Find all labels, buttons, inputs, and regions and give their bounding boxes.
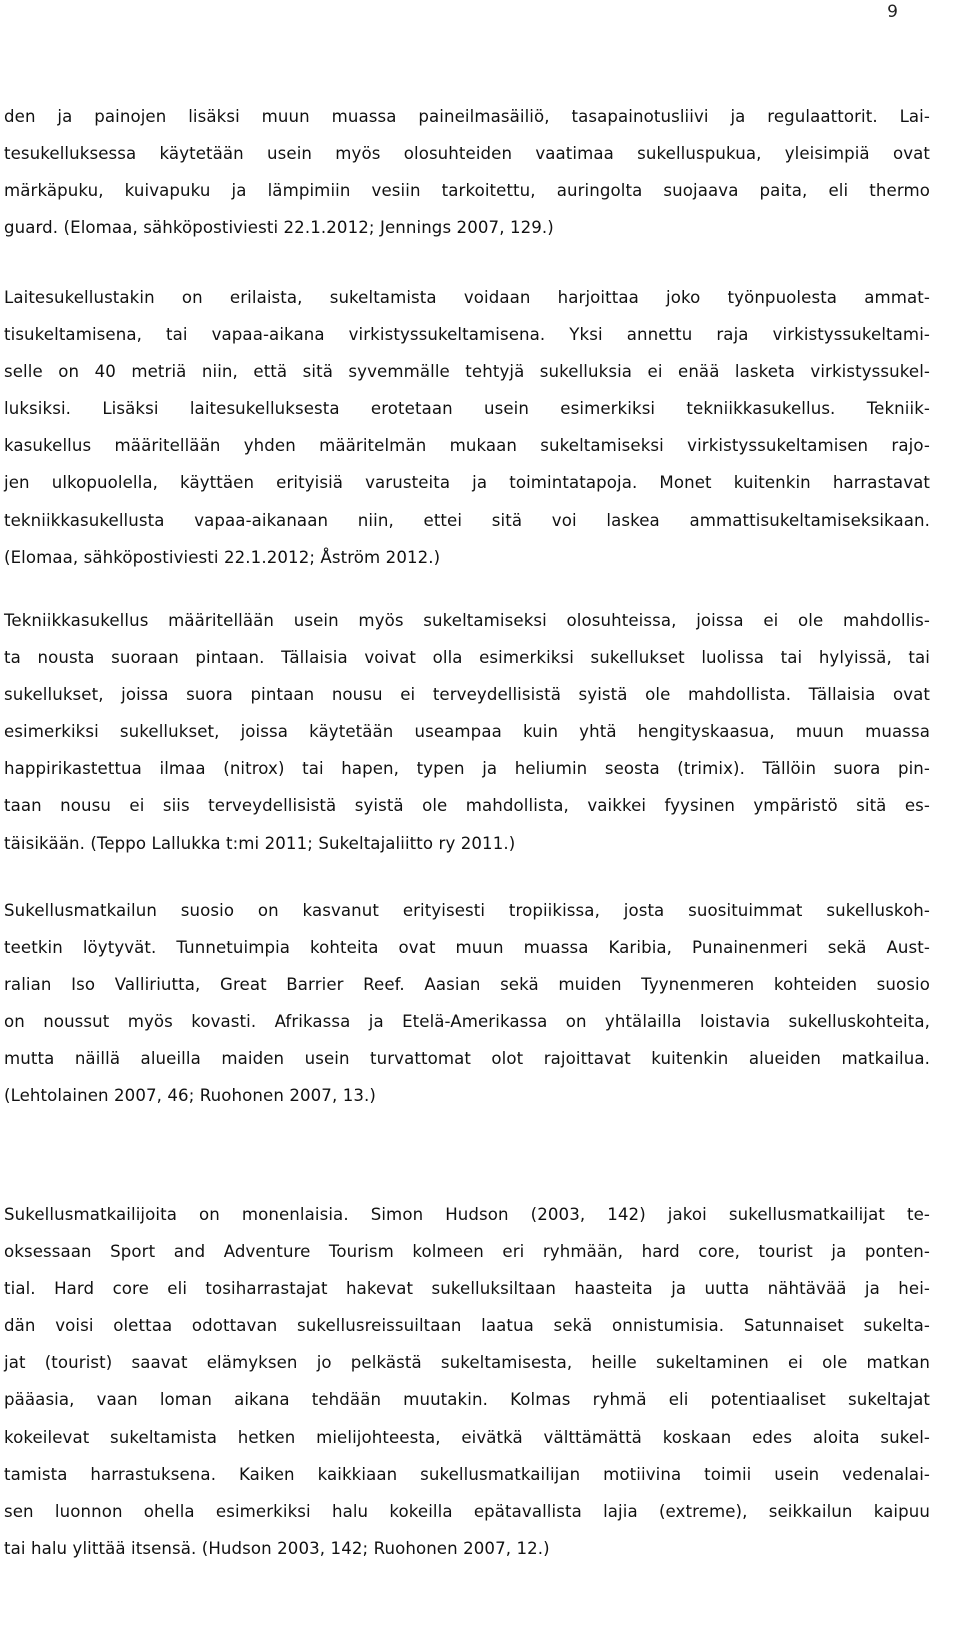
text-line: mutta näillä alueilla maiden usein turvattomat olot rajoittavat kuitenkin alueiden matkailua. [4, 1049, 930, 1069]
text-line: esimerkiksi sukellukset, joissa käytetään useampaa kuin yhtä hengityskaasua, muun muassa [4, 722, 930, 742]
page-number: 9 [887, 2, 898, 22]
text-line: Sukellusmatkailun suosio on kasvanut erityisesti tropiikissa, josta suosituimmat sukelluskoh- [4, 901, 930, 920]
text-line: jat (tourist) saavat elämyksen jo pelkästä sukeltamisesta, heille sukeltaminen ei ole matkan [4, 1353, 930, 1373]
text-line: Laitesukellustakin on erilaista, sukeltamista voidaan harjoittaa joko työnpuolesta ammat- [4, 288, 930, 307]
text-line: sukellukset, joissa suora pintaan nousu ei terveydellisistä syistä ole mahdollista. Tällaisia ovat [4, 685, 930, 705]
text-line: (Lehtolainen 2007, 46; Ruohonen 2007, 13.) [4, 1086, 376, 1106]
text-line: märkäpuku, kuivapuku ja lämpimiin vesiin tarkoitettu, auringolta suojaava paita, eli thermo [4, 181, 930, 201]
text-line: jen ulkopuolella, käyttäen erityisiä varusteita ja toimintatapoja. Monet kuitenkin harrastavat [4, 473, 930, 493]
paragraph-dive-types [4, 279, 930, 576]
text-line: on noussut myös kovasti. Afrikassa ja Etelä-Amerikassa on yhtälailla loistavia sukelluskohteita, [4, 1012, 930, 1032]
paragraph-dive-tourists [4, 1196, 930, 1567]
text-line: Tekniikkasukellus määritellään usein myös sukeltamiseksi olosuhteissa, joissa ei ole mahdollis- [4, 611, 930, 630]
paragraph-dive-tourism [4, 892, 930, 1115]
text-line: teetkin löytyvät. Tunnetuimpia kohteita ovat muun muassa Karibia, Punainenmeri sekä Aust- [4, 938, 930, 958]
text-line: luksiksi. Lisäksi laitesukelluksesta erotetaan usein esimerkiksi tekniikkasukellus. Tekniik- [4, 399, 930, 419]
text-line: ta nousta suoraan pintaan. Tällaisia voivat olla esimerkiksi sukellukset luolissa tai hylyissä, tai [4, 648, 930, 668]
text-line: taan nousu ei siis terveydellisistä syistä ole mahdollista, vaikkei fyysinen ympäristö sitä es- [4, 796, 930, 816]
text-line: tekniikkasukellusta vapaa-aikanaan niin, ettei sitä voi laskea ammattisukeltamiseksikaan. [4, 510, 930, 530]
paragraph-technical-diving [4, 602, 930, 862]
text-line: tial. Hard core eli tosiharrastajat hakevat sukelluksiltaan haasteita ja uutta nähtävää ja hei- [4, 1279, 930, 1299]
text-line: tai halu ylittää itsensä. (Hudson 2003, 142; Ruohonen 2007, 12.) [4, 1538, 550, 1558]
text-line: Sukellusmatkailijoita on monenlaisia. Simon Hudson (2003, 142) jakoi sukellusmatkailijat te- [4, 1205, 930, 1224]
text-line: den ja painojen lisäksi muun muassa paineilmasäiliö, tasapainotusliivi ja regulaattorit. Lai- [4, 107, 930, 126]
paragraph-equipment [4, 98, 930, 246]
text-line: guard. (Elomaa, sähköpostiviesti 22.1.2012; Jennings 2007, 129.) [4, 218, 554, 238]
text-line: kokeilevat sukeltamista hetken mielijohteesta, eivätkä välttämättä koskaan edes aloita sukel- [4, 1427, 930, 1447]
text-line: tesukelluksessa käytetään usein myös olosuhteiden vaatimaa sukelluspukua, yleisimpiä ovat [4, 144, 930, 164]
text-line: pääasia, vaan loman aikana tehdään muutakin. Kolmas ryhmä eli potentiaaliset sukeltajat [4, 1390, 930, 1410]
text-line: täisikään. (Teppo Lallukka t:mi 2011; Sukeltajaliitto ry 2011.) [4, 833, 516, 853]
text-line: kasukellus määritellään yhden määritelmän mukaan sukeltamiseksi virkistyssukeltamisen rajo- [4, 436, 930, 456]
text-line: oksessaan Sport and Adventure Tourism kolmeen eri ryhmään, hard core, tourist ja ponten- [4, 1242, 930, 1262]
text-line: tamista harrastuksena. Kaiken kaikkiaan sukellusmatkailijan motiivina toimii usein vedenalai- [4, 1464, 930, 1484]
text-line: ralian Iso Valliriutta, Great Barrier Reef. Aasian sekä muiden Tyynenmeren kohteiden suosio [4, 975, 930, 995]
text-line: sen luonnon ohella esimerkiksi halu kokeilla epätavallista lajia (extreme), seikkailun kaipuu [4, 1501, 930, 1521]
text-line: selle on 40 metriä niin, että sitä syvemmälle tehtyjä sukelluksia ei enää lasketa virkistyssukel- [4, 362, 930, 382]
text-line: happirikastettua ilmaa (nitrox) tai hapen, typen ja heliumin seosta (trimix). Tällöin suora pin- [4, 759, 930, 779]
text-line: tisukeltamisena, tai vapaa-aikana virkistyssukeltamisena. Yksi annettu raja virkistyssukeltami- [4, 325, 930, 345]
text-line: dän voisi olettaa odottavan sukellusreissuiltaan laatua sekä onnistumisia. Satunnaiset sukelta- [4, 1316, 930, 1336]
text-line: (Elomaa, sähköpostiviesti 22.1.2012; Åström 2012.) [4, 547, 441, 567]
